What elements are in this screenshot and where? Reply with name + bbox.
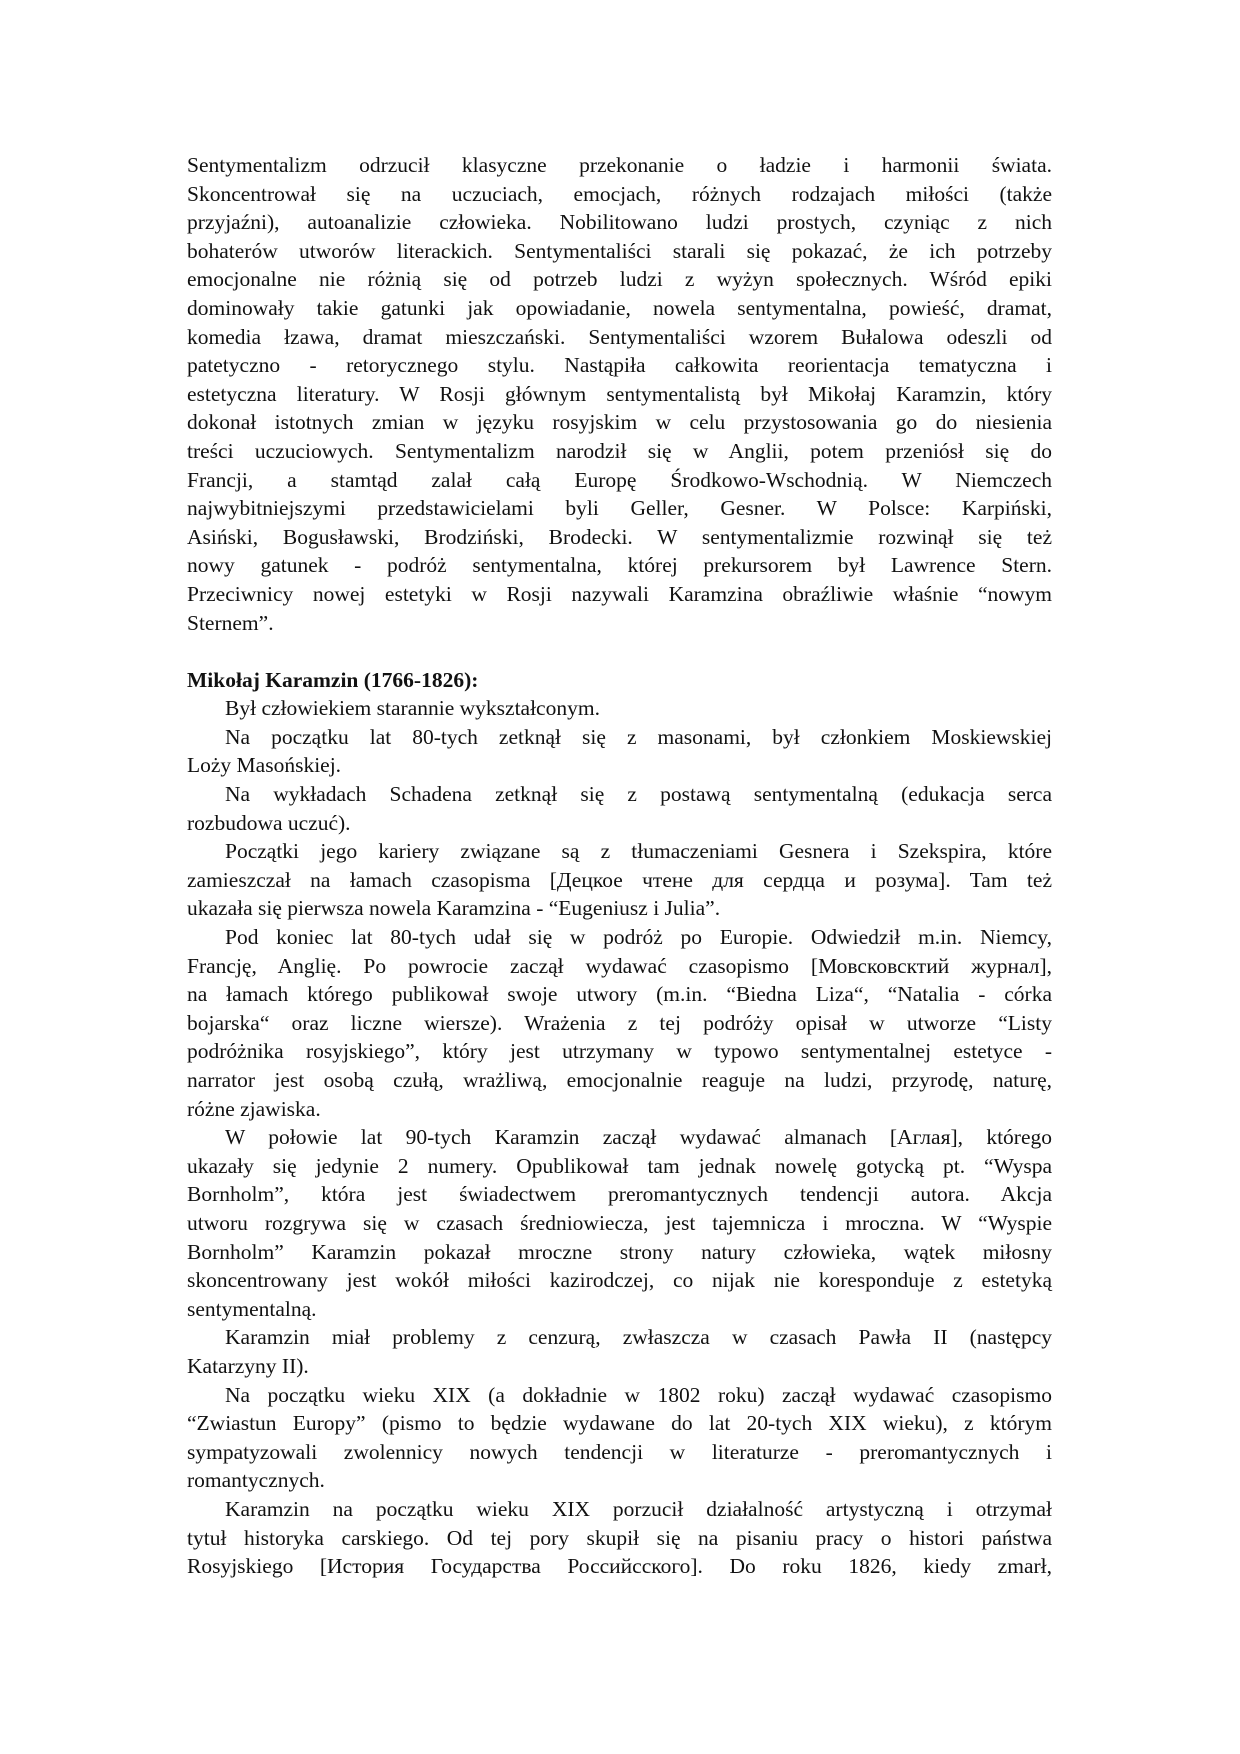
text-line: Przeciwnicy nowej estetyki w Rosji nazywali Karamzina obraźliwie właśnie “nowym bbox=[187, 581, 1052, 606]
text-line: Karamzin na początku wieku XIX porzucił działalność artystyczną i otrzymał bbox=[225, 1496, 1052, 1521]
text-line: emocjonalne nie różnią się od potrzeb ludzi z wyżyn społecznych. Wśród epiki bbox=[187, 267, 1052, 292]
text-line: romantycznych. bbox=[187, 1468, 325, 1493]
text-line: Był człowiekiem starannie wykształconym. bbox=[225, 696, 600, 721]
text-line: patetyczno - retorycznego stylu. Nastąpiła całkowita reorientacja tematyczna i bbox=[187, 353, 1052, 378]
text-line: Na wykładach Schadena zetknął się z postawą sentymentalną (edukacja serca bbox=[225, 782, 1052, 807]
text-line: ukazały się jedynie 2 numery. Opublikował tam jednak nowelę gotycką pt. “Wyspa bbox=[187, 1153, 1052, 1178]
text-line: bojarska“ oraz liczne wiersze). Wrażenia z tej podróży opisał w utworze “Listy bbox=[187, 1010, 1052, 1035]
text-line: Francję, Anglię. Po powrocie zaczął wydawać czasopismo [Мовсковсктий журнал], bbox=[187, 953, 1052, 978]
text-line: Bornholm”, która jest świadectwem preromantycznych tendencji autora. Akcja bbox=[187, 1182, 1052, 1207]
blank-line bbox=[187, 637, 1052, 666]
text-line: Francji, a stamtąd zalał całą Europę Środkowo-Wschodnią. W Niemczech bbox=[187, 467, 1052, 492]
text-line: utworu rozgrywa się w czasach średniowiecza, jest tajemnicza i mroczna. W “Wyspie bbox=[187, 1210, 1052, 1235]
text-line: Pod koniec lat 80-tych udał się w podróż po Europie. Odwiedził m.in. Niemcy, bbox=[225, 925, 1052, 950]
text-line: Karamzin miał problemy z cenzurą, zwłaszcza w czasach Pawła II (następcy bbox=[225, 1325, 1052, 1350]
text-line: komedia łzawa, dramat mieszczański. Sentymentaliści wzorem Bułalowa odeszli od bbox=[187, 324, 1052, 349]
text-line: przyjaźni), autoanalizie człowieka. Nobilitowano ludzi prostych, czyniąc z nich bbox=[187, 210, 1052, 235]
text-line: zamieszczał na łamach czasopisma [Децкое чтене для сердца и розума]. Tam też bbox=[187, 867, 1052, 892]
text-line: podróżnika rosyjskiego”, który jest utrzymany w typowo sentymentalnej estetyce - bbox=[187, 1039, 1052, 1064]
text-line: Rosyjskiego [История Государства Российсского]. Do roku 1826, kiedy zmarł, bbox=[187, 1554, 1052, 1579]
text-line: treści uczuciowych. Sentymentalizm narodził się w Anglii, potem przeniósł się do bbox=[187, 438, 1052, 463]
text-line: Bornholm” Karamzin pokazał mroczne strony natury człowieka, wątek miłosny bbox=[187, 1239, 1052, 1264]
text-line: Asiński, Bogusławski, Brodziński, Brodecki. W sentymentalizmie rozwinął się też bbox=[187, 524, 1052, 549]
text-line: Skoncentrował się na uczuciach, emocjach, różnych rodzajach miłości (także bbox=[187, 181, 1052, 206]
text-line: “Zwiastun Europy” (pismo to będzie wydawane do lat 20-tych XIX wieku), z którym bbox=[187, 1411, 1052, 1436]
text-line: na łamach którego publikował swoje utwory (m.in. “Biedna Liza“, “Natalia - córka bbox=[187, 982, 1052, 1007]
text-line: skoncentrowany jest wokół miłości kazirodczej, co nijak nie koresponduje z estetyką bbox=[187, 1268, 1052, 1293]
text-line: dokonał istotnych zmian w języku rosyjskim w celu przystosowania go do niesienia bbox=[187, 410, 1052, 435]
text-line: Na początku lat 80-tych zetknął się z masonami, był członkiem Moskiewskiej bbox=[225, 724, 1052, 749]
section-heading: Mikołaj Karamzin (1766-1826): bbox=[187, 667, 479, 692]
text-line: Sentymentalizm odrzucił klasyczne przekonanie o ładzie i harmonii świata. bbox=[187, 153, 1052, 177]
text-line: dominowały takie gatunki jak opowiadanie, nowela sentymentalna, powieść, dramat, bbox=[187, 295, 1052, 320]
text-line: narrator jest osobą czułą, wrażliwą, emocjonalnie reaguje na ludzi, przyrodę, naturę, bbox=[187, 1068, 1052, 1092]
text-line: tytuł historyka carskiego. Od tej pory skupił się na pisaniu pracy o histori państwa bbox=[187, 1525, 1052, 1550]
text-line: Początki jego kariery związane są z tłumaczeniami Gesnera i Szekspira, które bbox=[225, 839, 1052, 864]
text-line: ukazała się pierwsza nowela Karamzina - “Eugeniusz i Julia”. bbox=[187, 896, 721, 921]
text-line: sympatyzowali zwolennicy nowych tendencji w literaturze - preromantycznych i bbox=[187, 1439, 1052, 1464]
text-line: W połowie lat 90-tych Karamzin zaczął wydawać almanach [Аглая], którego bbox=[225, 1125, 1052, 1150]
text-line: estetyczna literatury. W Rosji głównym sentymentalistą był Mikołaj Karamzin, który bbox=[187, 381, 1052, 406]
text-line: bohaterów utworów literackich. Sentymentaliści starali się pokazać, że ich potrzeby bbox=[187, 238, 1052, 263]
text-line: Loży Masońskiej. bbox=[187, 753, 342, 778]
text-line: Na początku wieku XIX (a dokładnie w 1802 roku) zaczął wydawać czasopismo bbox=[225, 1382, 1052, 1407]
text-line: Sternem”. bbox=[187, 610, 274, 635]
text-line: najwybitniejszymi przedstawicielami byli Geller, Gesner. W Polsce: Karpiński, bbox=[187, 496, 1052, 521]
text-line: rozbudowa uczuć). bbox=[187, 810, 351, 835]
text-line: sentymentalną. bbox=[187, 1296, 317, 1321]
text-line: Katarzyny II). bbox=[187, 1353, 309, 1378]
document-page bbox=[187, 151, 1052, 1581]
text-line: różne zjawiska. bbox=[187, 1096, 321, 1121]
text-line: nowy gatunek - podróż sentymentalna, której prekursorem był Lawrence Stern. bbox=[187, 553, 1052, 578]
